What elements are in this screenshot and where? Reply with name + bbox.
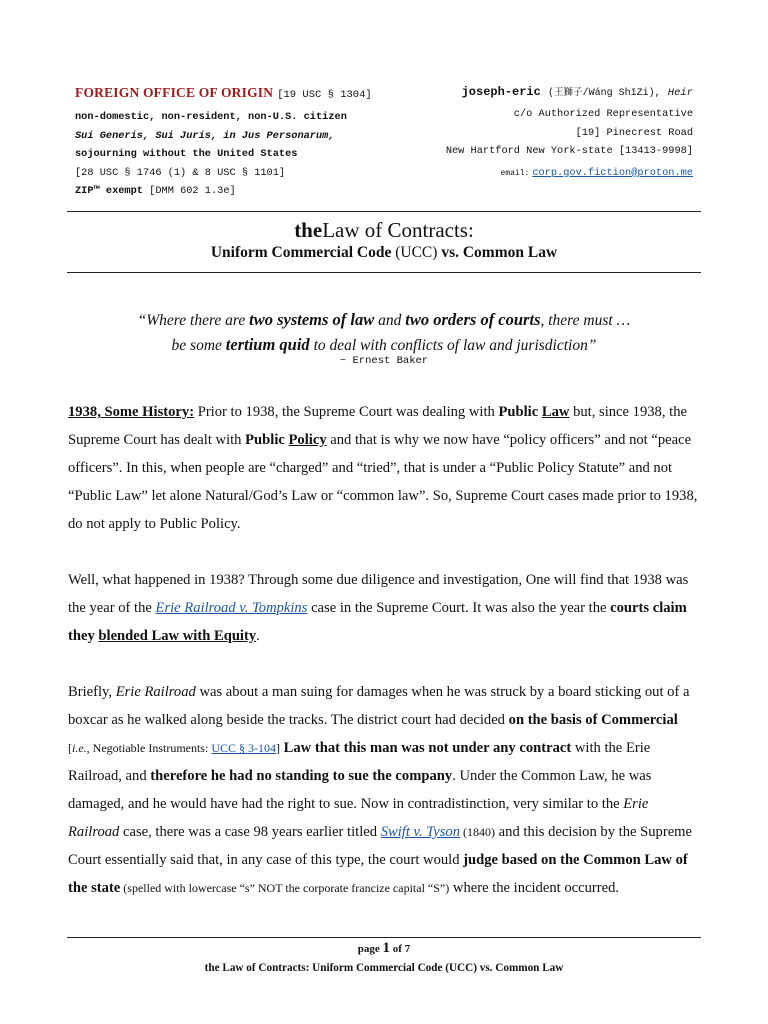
quote-emphasis: two orders of courts	[405, 310, 541, 329]
quote-text: and	[378, 312, 402, 329]
origin-title: FOREIGN OFFICE OF ORIGIN	[75, 85, 274, 100]
heir-label: Heir	[667, 87, 693, 99]
page-total: of 7	[392, 943, 411, 955]
quote-emphasis: tertium quid	[225, 335, 310, 354]
email-row	[373, 167, 693, 179]
author-name-chinese: 王獅子	[554, 87, 583, 98]
text-run: where the incident occurred.	[449, 880, 620, 896]
email-label: email:	[500, 168, 530, 178]
author-name-line: joseph-eric (王獅子/Wáng ShīZi), Heir	[461, 85, 693, 99]
text-run: Prior to 1938, the Supreme Court was dealing with	[194, 404, 499, 420]
text-run: .	[256, 628, 260, 644]
small-run: Negotiable Instruments:	[89, 741, 212, 755]
address-line-2: New Hartford New York-state [13413-9998]	[445, 145, 693, 157]
page-label: page	[357, 943, 380, 955]
subtitle-abbrev: (UCC)	[395, 244, 438, 261]
email-link[interactable]: corp.gov.fiction@proton.me	[532, 166, 693, 179]
bold-run: Law that this man was not under any contract	[279, 740, 572, 756]
small-run: [	[68, 741, 72, 755]
text-run: and that is why we now have “policy officers” and not “peace officers”. In this, when people are “charged” and “tried”, that is under a “Public Policy Statute” and not “Public Law” let alone Natural/God’s Law or “common law”. So, Supreme Court cases made prior to 1938, do not apply to Public Policy.	[68, 432, 698, 532]
bold-run: Public	[245, 432, 289, 448]
swift-tyson-link[interactable]: Swift v. Tyson	[380, 824, 461, 840]
zip-citation: [DMM 602 1.3e]	[149, 185, 236, 197]
small-run: (spelled with lowercase “s” NOT the corporate francize capital “S”)	[120, 881, 450, 895]
section-heading: 1938, Some History:	[68, 404, 195, 420]
title-top-rule	[67, 211, 701, 212]
address-line-1: [19] Pinecrest Road	[575, 126, 693, 139]
document-title	[67, 218, 701, 243]
paragraph-erie	[68, 678, 702, 902]
text-run: case, there was a case 98 years earlier titled	[119, 824, 381, 840]
quote-text: be some	[171, 337, 222, 354]
epigraph-quote	[67, 308, 701, 358]
text-run: with the Erie Railroad, and	[68, 740, 651, 784]
title-bottom-rule	[67, 272, 701, 273]
footer-rule	[67, 937, 701, 938]
erie-railroad-link[interactable]: Erie Railroad v. Tompkins	[155, 600, 308, 616]
text-run: . Under the Common Law, he was damaged, and he would have had the right to sue. Now in contradistinction, very similar to the	[68, 768, 652, 812]
quote-attribution: ~ Ernest Baker	[339, 355, 429, 367]
small-run: ]	[275, 741, 280, 755]
page-number	[67, 940, 701, 957]
zip-line	[75, 182, 455, 201]
bold-underline-run: Policy	[288, 432, 327, 448]
sui-generis-line: Sui Generis, Sui Juris, in Jus Personarum,	[75, 129, 335, 142]
quote-emphasis: two systems of law	[249, 310, 375, 329]
status-line: non-domestic, non-resident, non-U.S. citizen	[75, 111, 347, 123]
quote-text: , there must …	[540, 312, 631, 329]
subtitle-common-law: vs. Common Law	[441, 244, 558, 261]
text-run: case in the Supreme Court. It was also the year the	[307, 600, 611, 616]
italic-run: Erie Railroad	[68, 796, 649, 840]
document-subtitle	[67, 244, 701, 262]
document-body	[68, 398, 702, 930]
text-run: Well, what happened in 1938? Through some due diligence and investigation, One will find that 1938 was the year of the	[68, 572, 689, 616]
footer-title: the Law of Contracts: Uniform Commercial Code (UCC) vs. Common Law	[204, 962, 564, 974]
ucc-link[interactable]: UCC § 3-104	[211, 741, 276, 755]
text-run: but, since 1938, the Supreme Court has dealt with	[68, 404, 687, 448]
text-run: and this decision by the Supreme Court essentially said that, in any case of this type, the court would	[68, 824, 693, 868]
bold-underline-run: Law	[541, 404, 570, 420]
bold-run: Public	[498, 404, 542, 420]
bold-run: judge based on the Common Law of the state	[68, 852, 688, 896]
paragraph-history	[68, 398, 702, 538]
representative-line: c/o Authorized Representative	[513, 108, 693, 120]
bold-run: therefore he had no standing to sue the company	[150, 768, 453, 784]
paragraph-1938	[68, 566, 702, 650]
small-italic-run: i.e.,	[72, 741, 90, 755]
bold-run: courts claim they	[68, 600, 687, 644]
bold-underline-run: blended Law with Equity	[98, 628, 257, 644]
quote-text: “Where there are	[137, 312, 246, 329]
italic-run: Erie Railroad	[115, 684, 196, 700]
origin-citation: [19 USC § 1304]	[277, 89, 372, 101]
sojourning-line: sojourning without the United States	[75, 148, 298, 160]
title-the: the	[294, 218, 323, 242]
small-run: (1840)	[460, 825, 496, 839]
author-name: joseph-eric	[461, 85, 541, 99]
zip-label: ZIP™ exempt	[75, 185, 143, 197]
text-run: was about a man suing for damages when he was struck by a board sticking out of a boxcar as he walked along beside the tracks. The district court had decided	[68, 684, 690, 728]
text-run: Briefly,	[68, 684, 116, 700]
bold-run: on the basis of Commercial	[508, 712, 678, 728]
page-current: 1	[382, 940, 391, 956]
subtitle-ucc: Uniform Commercial Code	[210, 244, 392, 261]
title-main: Law of Contracts:	[322, 218, 474, 242]
addressee-block	[373, 84, 693, 179]
usc-citation-line: [28 USC § 1746 (1) & 8 USC § 1101]	[75, 166, 286, 179]
author-name-romanized: /Wáng ShīZi),	[582, 88, 661, 99]
quote-text: to deal with conflicts of law and jurisdiction”	[313, 337, 597, 354]
